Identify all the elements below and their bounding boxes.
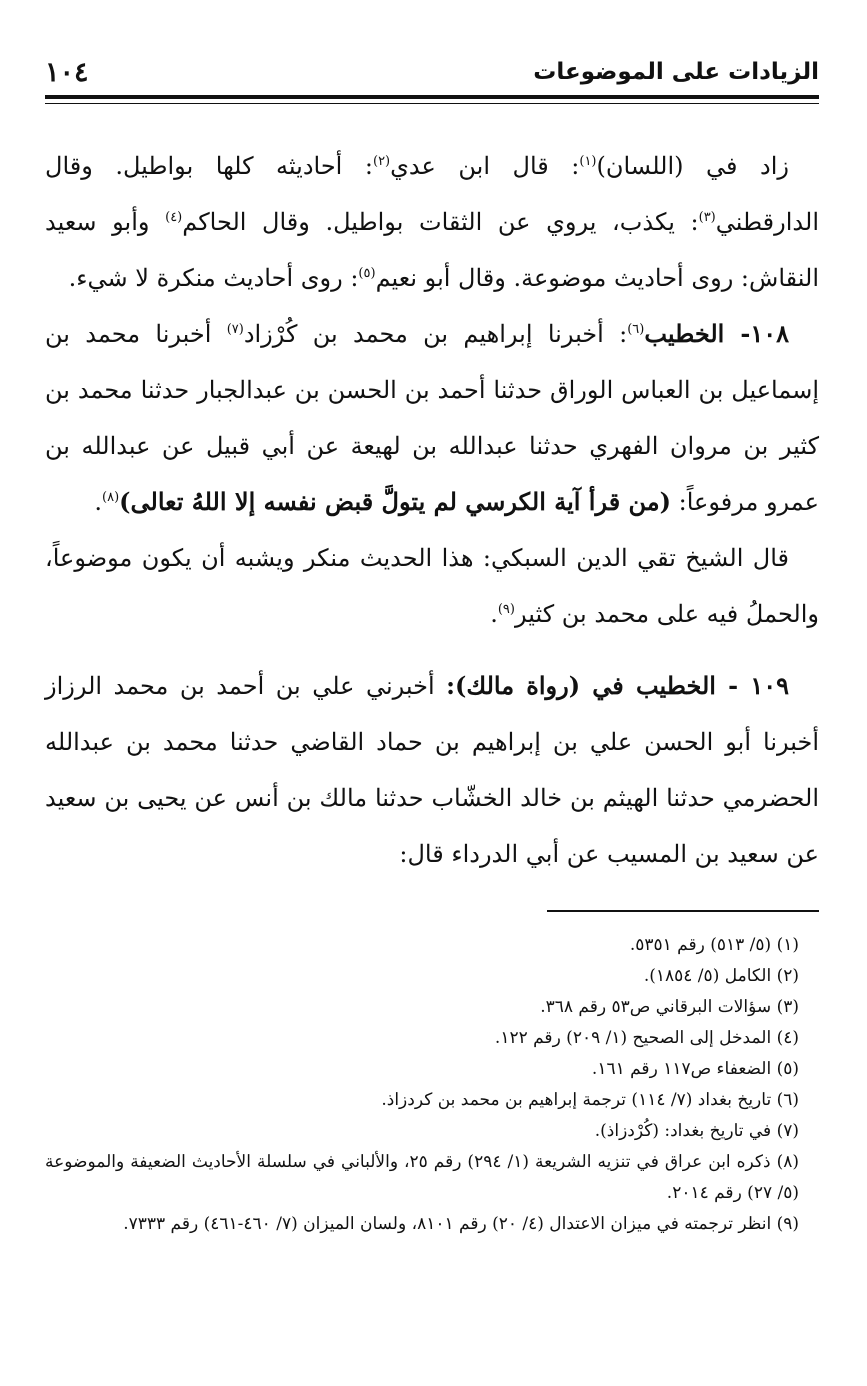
text-run: : قال ابن عدي <box>390 152 580 180</box>
text-run: . <box>490 600 498 628</box>
footnote-line: (٩) انظر ترجمته في ميزان الاعتدال (٤/ ٢٠) رقم ٨١٠١، ولسان الميزان (٧/ ٤٦٠-٤٦١) رقم ٧٣٣٣. <box>123 1214 799 1234</box>
footnote-marker: (٤) <box>165 210 183 225</box>
text-run: : يكذب، يروي عن الثقات بواطيل. وقال الحاكم <box>182 208 699 236</box>
header-rule-thin <box>45 103 819 104</box>
footnote-marker: (١) <box>579 154 597 169</box>
main-text <box>45 138 819 882</box>
paragraph <box>45 530 819 642</box>
text-run: . <box>94 488 102 516</box>
footnote-marker: (٣) <box>698 210 716 225</box>
footnote-marker: (٦) <box>627 322 645 337</box>
footnote-line: (٨) ذكره ابن عراق في تنزيه الشريعة (١/ ٢٩٤) رقم ٢٥، والألباني في سلسلة الأحاديث الضعيفة والموضوعة (٥/ ٢٧) رقم ٢٠١٤. <box>45 1152 799 1203</box>
footnote-line: (١) (٥/ ٥١٣) رقم ٥٣٥١. <box>629 935 799 955</box>
text-run: وأبو سعيد النقاش: روى أحاديث موضوعة. وقال أبو نعيم <box>45 208 819 292</box>
bold-text: ١٠٨- الخطيب <box>644 319 789 348</box>
text-run: : أخبرنا إبراهيم بن محمد بن كُرْزاد <box>243 320 628 348</box>
footnote-line: (٣) سؤالات البرقاني ص٥٣ رقم ٣٦٨. <box>540 997 799 1017</box>
text-run: : روى أحاديث منكرة لا شيء. <box>68 264 359 292</box>
bold-text: (من قرأ آية الكرسي لم يتولَّ قبض نفسه إلا اللهُ تعالى) <box>119 487 672 516</box>
header-rule-thick <box>45 95 819 99</box>
text-run: زاد في (اللسان) <box>596 152 789 180</box>
footnote-line: (٧) في تاريخ بغداد: (كُرْدزاذ). <box>594 1121 799 1141</box>
paragraph <box>45 658 819 882</box>
footnote-marker: (٧) <box>226 322 244 337</box>
page-number: ١٠٤ <box>45 56 89 88</box>
footnote-marker: (٢) <box>372 154 391 169</box>
footnotes <box>45 930 819 1240</box>
text-run: : أحاديثه كلها بواطيل. وقال الدارقطني <box>45 152 819 236</box>
text-run: قال الشيخ تقي الدين السبكي: هذا الحديث منكر ويشبه أن يكون موضوعاً، والحملُ فيه على محمد بن كثير <box>45 544 819 628</box>
footnote-line: (٦) تاريخ بغداد (٧/ ١١٤) ترجمة إبراهيم بن محمد بن كردزاذ. <box>381 1090 799 1110</box>
footnote-separator <box>547 910 819 912</box>
footnote-line: (٤) المدخل إلى الصحيح (١/ ٢٠٩) رقم ١٢٢. <box>494 1028 799 1048</box>
page-header <box>45 52 819 92</box>
bold-text: ١٠٩ - الخطيب في (رواة مالك): <box>446 671 789 700</box>
footnote-marker: (٨) <box>102 490 120 505</box>
running-title: الزيادات على الموضوعات <box>533 59 819 85</box>
paragraph <box>45 306 819 530</box>
footnote-line: (٢) الكامل (٥/ ١٨٥٤). <box>643 966 799 986</box>
text-run: أخبرني علي بن أحمد بن محمد الرزاز أخبرنا أبو الحسن علي بن إبراهيم بن حماد القاضي حدثنا محمد بن عبدالله الحضرمي حدثنا الهيثم بن خالد الخشّاب حدثنا مالك بن أنس عن يحيى بن سعيد عن سعيد بن المسيب عن أبي الدرداء قال: <box>45 672 819 868</box>
footnote-marker: (٩) <box>497 602 515 617</box>
footnote-marker: (٥) <box>358 266 376 281</box>
paragraph <box>45 138 819 306</box>
footnote-line: (٥) الضعفاء ص١١٧ رقم ١٦١. <box>591 1059 799 1079</box>
text-run: أخبرنا محمد بن إسماعيل بن العباس الوراق حدثنا أحمد بن الحسن بن عبدالجبار حدثنا محمد بن كثير بن مروان الفهري حدثنا عبدالله بن لهيعة عن أبي قبيل عن عبدالله بن عمرو مرفوعاً: <box>45 320 819 516</box>
